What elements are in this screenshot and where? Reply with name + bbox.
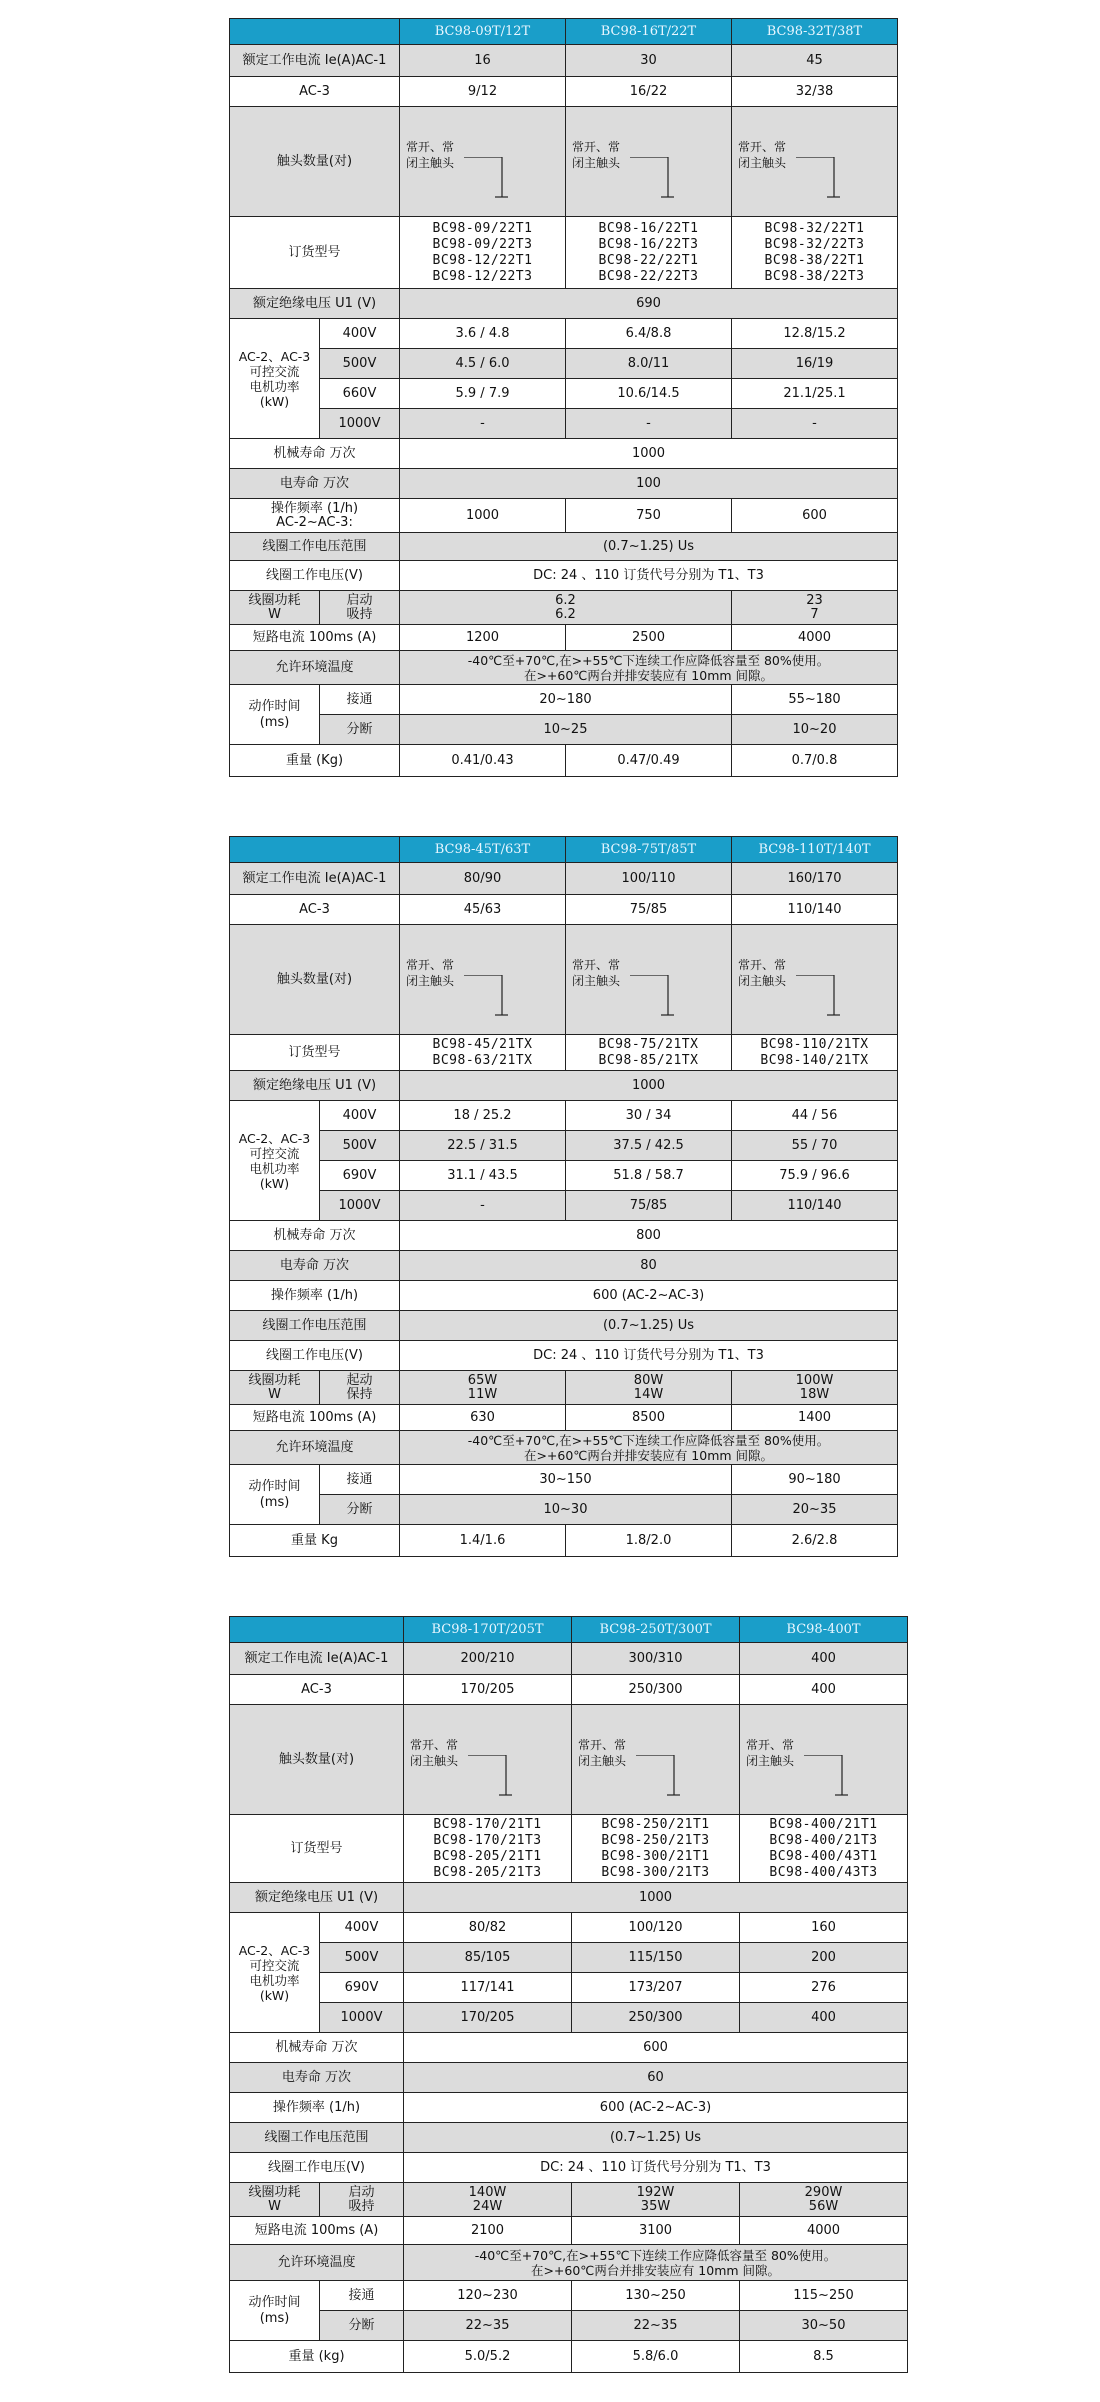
voltage-label: 500V: [320, 1943, 404, 1973]
value-cell: 1400: [732, 1405, 898, 1431]
value-cell: 400: [740, 1675, 908, 1705]
value-cell: 22~35: [572, 2311, 740, 2341]
label-short-circuit: 短路电流 100ms (A): [230, 625, 400, 651]
value-cell: 9/12: [400, 77, 566, 107]
contact-symbol-icon: [636, 1755, 680, 1805]
voltage-label: 1000V: [320, 1191, 400, 1221]
value-cell: 600 (AC-2~AC-3): [404, 2093, 908, 2123]
label-ac3: AC-3: [230, 77, 400, 107]
label-weight: 重量 (kg): [230, 2341, 404, 2373]
value-cell: 37.5 / 42.5: [566, 1131, 732, 1161]
value-cell: 8.0/11: [566, 349, 732, 379]
contact-symbol-icon: [630, 157, 674, 207]
spec-table-2: [229, 836, 898, 1557]
value-cell: 10~20: [732, 715, 898, 745]
value-cell: 600: [732, 499, 898, 533]
value-cell: 16/22: [566, 77, 732, 107]
value-cell: 160/170: [732, 863, 898, 895]
label-rated-current: 额定工作电流 Ie(A)AC-1: [230, 863, 400, 895]
value-cell: 192W 35W: [572, 2183, 740, 2217]
label-action-time: 动作时间 (ms): [230, 2281, 320, 2341]
value-cell: 85/105: [404, 1943, 572, 1973]
value-cell: 100/110: [566, 863, 732, 895]
voltage-label: 400V: [320, 319, 400, 349]
label-coil-power-sub: 启动 吸持: [320, 591, 400, 625]
value-cell: 6.2 6.2: [400, 591, 732, 625]
label-mech-life: 机械寿命 万次: [230, 439, 400, 469]
value-cell: 400: [740, 1643, 908, 1675]
header-model: BC98-400T: [740, 1617, 908, 1643]
label-ambient: 允许环境温度: [230, 651, 400, 685]
value-cell: 1000: [400, 499, 566, 533]
value-cell: 21.1/25.1: [732, 379, 898, 409]
label-order: 订货型号: [230, 1815, 404, 1883]
label-order: 订货型号: [230, 217, 400, 289]
value-cell: 10~30: [400, 1495, 732, 1525]
value-cell: 8500: [566, 1405, 732, 1431]
voltage-label: 690V: [320, 1161, 400, 1191]
value-cell: 30~50: [740, 2311, 908, 2341]
value-cell: 60: [404, 2063, 908, 2093]
label-motor-power: AC-2、AC-3 可控交流 电机功率 (kW): [230, 1101, 320, 1221]
value-cell: 12.8/15.2: [732, 319, 898, 349]
label-contacts: 触头数量(对): [230, 1705, 404, 1815]
label-contacts: 触头数量(对): [230, 107, 400, 217]
order-models: BC98-45/21TX BC98-63/21TX: [400, 1035, 566, 1071]
value-cell: DC: 24 、110 订货代号分别为 T1、T3: [400, 1341, 898, 1371]
label-open: 分断: [320, 715, 400, 745]
contact-label: 常开、常 闭主触头: [406, 140, 455, 170]
value-cell: 45: [732, 45, 898, 77]
value-cell: 8.5: [740, 2341, 908, 2373]
contact-diagram: [566, 107, 732, 217]
value-cell: 2500: [566, 625, 732, 651]
value-cell: 75/85: [566, 895, 732, 925]
order-models: BC98-110/21TX BC98-140/21TX: [732, 1035, 898, 1071]
value-cell: 4000: [740, 2217, 908, 2245]
value-cell: (0.7~1.25) Us: [400, 1311, 898, 1341]
voltage-label: 500V: [320, 1131, 400, 1161]
value-cell: 20~180: [400, 685, 732, 715]
label-coil-range: 线圈工作电压范围: [230, 533, 400, 561]
value-cell: 250/300: [572, 2003, 740, 2033]
contact-diagram: [732, 107, 898, 217]
label-mech-life: 机械寿命 万次: [230, 1221, 400, 1251]
contact-diagram: [572, 1705, 740, 1815]
contact-diagram: [404, 1705, 572, 1815]
value-cell: 250/300: [572, 1675, 740, 1705]
label-rated-current: 额定工作电流 Ie(A)AC-1: [230, 1643, 404, 1675]
label-ambient: 允许环境温度: [230, 2245, 404, 2281]
header-model: BC98-170T/205T: [404, 1617, 572, 1643]
value-cell: 75.9 / 96.6: [732, 1161, 898, 1191]
contact-label: 常开、常 闭主触头: [406, 958, 455, 988]
value-cell: 3100: [572, 2217, 740, 2245]
value-cell: 1000: [400, 1071, 898, 1101]
label-mech-life: 机械寿命 万次: [230, 2033, 404, 2063]
header-model: BC98-32T/38T: [732, 19, 898, 45]
value-cell: 1200: [400, 625, 566, 651]
value-cell: 1000: [400, 439, 898, 469]
value-cell: 55 / 70: [732, 1131, 898, 1161]
value-cell: 22.5 / 31.5: [400, 1131, 566, 1161]
value-cell: 0.47/0.49: [566, 745, 732, 777]
label-frequency: 操作频率 (1/h): [230, 2093, 404, 2123]
label-short-circuit: 短路电流 100ms (A): [230, 1405, 400, 1431]
value-cell: 90~180: [732, 1465, 898, 1495]
value-cell: 173/207: [572, 1973, 740, 2003]
value-cell: 32/38: [732, 77, 898, 107]
label-ac3: AC-3: [230, 1675, 404, 1705]
value-cell: 75/85: [566, 1191, 732, 1221]
contact-label: 常开、常 闭主触头: [738, 958, 787, 988]
label-elec-life: 电寿命 万次: [230, 469, 400, 499]
value-cell: 100W 18W: [732, 1371, 898, 1405]
header-blank: [230, 1617, 404, 1643]
label-close: 接通: [320, 685, 400, 715]
label-action-time: 动作时间 (ms): [230, 685, 320, 745]
value-cell: 30 / 34: [566, 1101, 732, 1131]
label-coil-voltage: 线圈工作电压(V): [230, 561, 400, 591]
label-insulation: 额定绝缘电压 U1 (V): [230, 1883, 404, 1913]
contact-diagram: [566, 925, 732, 1035]
value-cell: 55~180: [732, 685, 898, 715]
label-elec-life: 电寿命 万次: [230, 2063, 404, 2093]
label-coil-range: 线圈工作电压范围: [230, 1311, 400, 1341]
contact-label: 常开、常 闭主触头: [410, 1738, 459, 1768]
label-coil-power: 线圈功耗 W: [230, 1371, 320, 1405]
label-weight: 重量 (Kg): [230, 745, 400, 777]
label-close: 接通: [320, 2281, 404, 2311]
value-cell: 2100: [404, 2217, 572, 2245]
label-weight: 重量 Kg: [230, 1525, 400, 1557]
value-cell: 170/205: [404, 2003, 572, 2033]
value-cell: 3.6 / 4.8: [400, 319, 566, 349]
value-cell: -40℃至+70℃,在>+55℃下连续工作应降低容量至 80%使用。 在>+60℃两台并排安装应有 10mm 间隙。: [400, 651, 898, 685]
value-cell: 16/19: [732, 349, 898, 379]
contact-label: 常开、常 闭主触头: [578, 1738, 627, 1768]
value-cell: 100/120: [572, 1913, 740, 1943]
value-cell: -: [566, 409, 732, 439]
label-coil-voltage: 线圈工作电压(V): [230, 2153, 404, 2183]
value-cell: (0.7~1.25) Us: [400, 533, 898, 561]
contact-symbol-icon: [464, 157, 508, 207]
value-cell: 600: [404, 2033, 908, 2063]
value-cell: -: [400, 409, 566, 439]
contact-symbol-icon: [804, 1755, 848, 1805]
value-cell: 160: [740, 1913, 908, 1943]
spec-table-3: [229, 1616, 908, 2373]
value-cell: 115~250: [740, 2281, 908, 2311]
value-cell: 630: [400, 1405, 566, 1431]
value-cell: 276: [740, 1973, 908, 2003]
value-cell: 30: [566, 45, 732, 77]
value-cell: 23 7: [732, 591, 898, 625]
value-cell: 750: [566, 499, 732, 533]
value-cell: 2.6/2.8: [732, 1525, 898, 1557]
value-cell: 80/90: [400, 863, 566, 895]
value-cell: 170/205: [404, 1675, 572, 1705]
contact-symbol-icon: [464, 975, 508, 1025]
value-cell: 110/140: [732, 1191, 898, 1221]
order-models: BC98-09/22T1 BC98-09/22T3 BC98-12/22T1 BC98-12/22T3: [400, 217, 566, 289]
contact-diagram: [732, 925, 898, 1035]
value-cell: 690: [400, 289, 898, 319]
label-contacts: 触头数量(对): [230, 925, 400, 1035]
label-insulation: 额定绝缘电压 U1 (V): [230, 289, 400, 319]
label-short-circuit: 短路电流 100ms (A): [230, 2217, 404, 2245]
label-frequency: 操作频率 (1/h): [230, 1281, 400, 1311]
voltage-label: 500V: [320, 349, 400, 379]
value-cell: 10.6/14.5: [566, 379, 732, 409]
value-cell: 22~35: [404, 2311, 572, 2341]
order-models: BC98-32/22T1 BC98-32/22T3 BC98-38/22T1 BC98-38/22T3: [732, 217, 898, 289]
header-model: BC98-09T/12T: [400, 19, 566, 45]
label-ac3: AC-3: [230, 895, 400, 925]
label-order: 订货型号: [230, 1035, 400, 1071]
value-cell: 45/63: [400, 895, 566, 925]
value-cell: 1.4/1.6: [400, 1525, 566, 1557]
value-cell: 400: [740, 2003, 908, 2033]
label-ambient: 允许环境温度: [230, 1431, 400, 1465]
header-blank: [230, 19, 400, 45]
value-cell: 120~230: [404, 2281, 572, 2311]
value-cell: 1000: [404, 1883, 908, 1913]
label-coil-range: 线圈工作电压范围: [230, 2123, 404, 2153]
label-coil-power: 线圈功耗 W: [230, 2183, 320, 2217]
value-cell: -40℃至+70℃,在>+55℃下连续工作应降低容量至 80%使用。 在>+60℃两台并排安装应有 10mm 间隙。: [400, 1431, 898, 1465]
voltage-label: 1000V: [320, 2003, 404, 2033]
label-insulation: 额定绝缘电压 U1 (V): [230, 1071, 400, 1101]
label-close: 接通: [320, 1465, 400, 1495]
order-models: BC98-400/21T1 BC98-400/21T3 BC98-400/43T1 BC98-400/43T3: [740, 1815, 908, 1883]
value-cell: 200: [740, 1943, 908, 1973]
order-models: BC98-170/21T1 BC98-170/21T3 BC98-205/21T1 BC98-205/21T3: [404, 1815, 572, 1883]
value-cell: 5.0/5.2: [404, 2341, 572, 2373]
value-cell: -40℃至+70℃,在>+55℃下连续工作应降低容量至 80%使用。 在>+60℃两台并排安装应有 10mm 间隙。: [404, 2245, 908, 2281]
value-cell: 1.8/2.0: [566, 1525, 732, 1557]
header-model: BC98-110T/140T: [732, 837, 898, 863]
label-open: 分断: [320, 2311, 404, 2341]
value-cell: 100: [400, 469, 898, 499]
value-cell: 51.8 / 58.7: [566, 1161, 732, 1191]
value-cell: 18 / 25.2: [400, 1101, 566, 1131]
value-cell: 200/210: [404, 1643, 572, 1675]
voltage-label: 660V: [320, 379, 400, 409]
order-models: BC98-75/21TX BC98-85/21TX: [566, 1035, 732, 1071]
voltage-label: 400V: [320, 1101, 400, 1131]
contact-label: 常开、常 闭主触头: [746, 1738, 795, 1768]
value-cell: 80/82: [404, 1913, 572, 1943]
contact-diagram: [400, 925, 566, 1035]
header-blank: [230, 837, 400, 863]
value-cell: 0.41/0.43: [400, 745, 566, 777]
value-cell: 44 / 56: [732, 1101, 898, 1131]
value-cell: 80W 14W: [566, 1371, 732, 1405]
value-cell: 16: [400, 45, 566, 77]
value-cell: 800: [400, 1221, 898, 1251]
voltage-label: 690V: [320, 1973, 404, 2003]
label-action-time: 动作时间 (ms): [230, 1465, 320, 1525]
value-cell: 20~35: [732, 1495, 898, 1525]
header-model: BC98-250T/300T: [572, 1617, 740, 1643]
header-model: BC98-75T/85T: [566, 837, 732, 863]
value-cell: DC: 24 、110 订货代号分别为 T1、T3: [400, 561, 898, 591]
contact-label: 常开、常 闭主触头: [572, 958, 621, 988]
label-coil-power-sub: 启动 吸持: [320, 2183, 404, 2217]
contact-diagram: [400, 107, 566, 217]
header-model: BC98-16T/22T: [566, 19, 732, 45]
value-cell: 80: [400, 1251, 898, 1281]
contact-label: 常开、常 闭主触头: [738, 140, 787, 170]
header-model: BC98-45T/63T: [400, 837, 566, 863]
label-coil-voltage: 线圈工作电压(V): [230, 1341, 400, 1371]
value-cell: 115/150: [572, 1943, 740, 1973]
value-cell: -: [400, 1191, 566, 1221]
value-cell: 4000: [732, 625, 898, 651]
value-cell: 0.7/0.8: [732, 745, 898, 777]
label-rated-current: 额定工作电流 Ie(A)AC-1: [230, 45, 400, 77]
value-cell: 65W 11W: [400, 1371, 566, 1405]
value-cell: 300/310: [572, 1643, 740, 1675]
contact-symbol-icon: [796, 975, 840, 1025]
contact-label: 常开、常 闭主触头: [572, 140, 621, 170]
label-motor-power: AC-2、AC-3 可控交流 电机功率 (kW): [230, 319, 320, 439]
label-coil-power-sub: 起动 保持: [320, 1371, 400, 1405]
contact-symbol-icon: [796, 157, 840, 207]
label-motor-power: AC-2、AC-3 可控交流 电机功率 (kW): [230, 1913, 320, 2033]
value-cell: 10~25: [400, 715, 732, 745]
value-cell: 130~250: [572, 2281, 740, 2311]
value-cell: 140W 24W: [404, 2183, 572, 2217]
value-cell: 30~150: [400, 1465, 732, 1495]
value-cell: 31.1 / 43.5: [400, 1161, 566, 1191]
voltage-label: 1000V: [320, 409, 400, 439]
value-cell: 290W 56W: [740, 2183, 908, 2217]
value-cell: 5.8/6.0: [572, 2341, 740, 2373]
label-open: 分断: [320, 1495, 400, 1525]
order-models: BC98-16/22T1 BC98-16/22T3 BC98-22/22T1 BC98-22/22T3: [566, 217, 732, 289]
label-elec-life: 电寿命 万次: [230, 1251, 400, 1281]
value-cell: 110/140: [732, 895, 898, 925]
contact-symbol-icon: [630, 975, 674, 1025]
value-cell: 5.9 / 7.9: [400, 379, 566, 409]
contact-symbol-icon: [468, 1755, 512, 1805]
contact-diagram: [740, 1705, 908, 1815]
value-cell: 117/141: [404, 1973, 572, 2003]
value-cell: 4.5 / 6.0: [400, 349, 566, 379]
value-cell: 6.4/8.8: [566, 319, 732, 349]
spec-table-1: [229, 18, 898, 777]
order-models: BC98-250/21T1 BC98-250/21T3 BC98-300/21T1 BC98-300/21T3: [572, 1815, 740, 1883]
value-cell: DC: 24 、110 订货代号分别为 T1、T3: [404, 2153, 908, 2183]
value-cell: -: [732, 409, 898, 439]
label-coil-power: 线圈功耗 W: [230, 591, 320, 625]
label-frequency: 操作频率 (1/h) AC-2~AC-3:: [230, 499, 400, 533]
voltage-label: 400V: [320, 1913, 404, 1943]
value-cell: 600 (AC-2~AC-3): [400, 1281, 898, 1311]
value-cell: (0.7~1.25) Us: [404, 2123, 908, 2153]
